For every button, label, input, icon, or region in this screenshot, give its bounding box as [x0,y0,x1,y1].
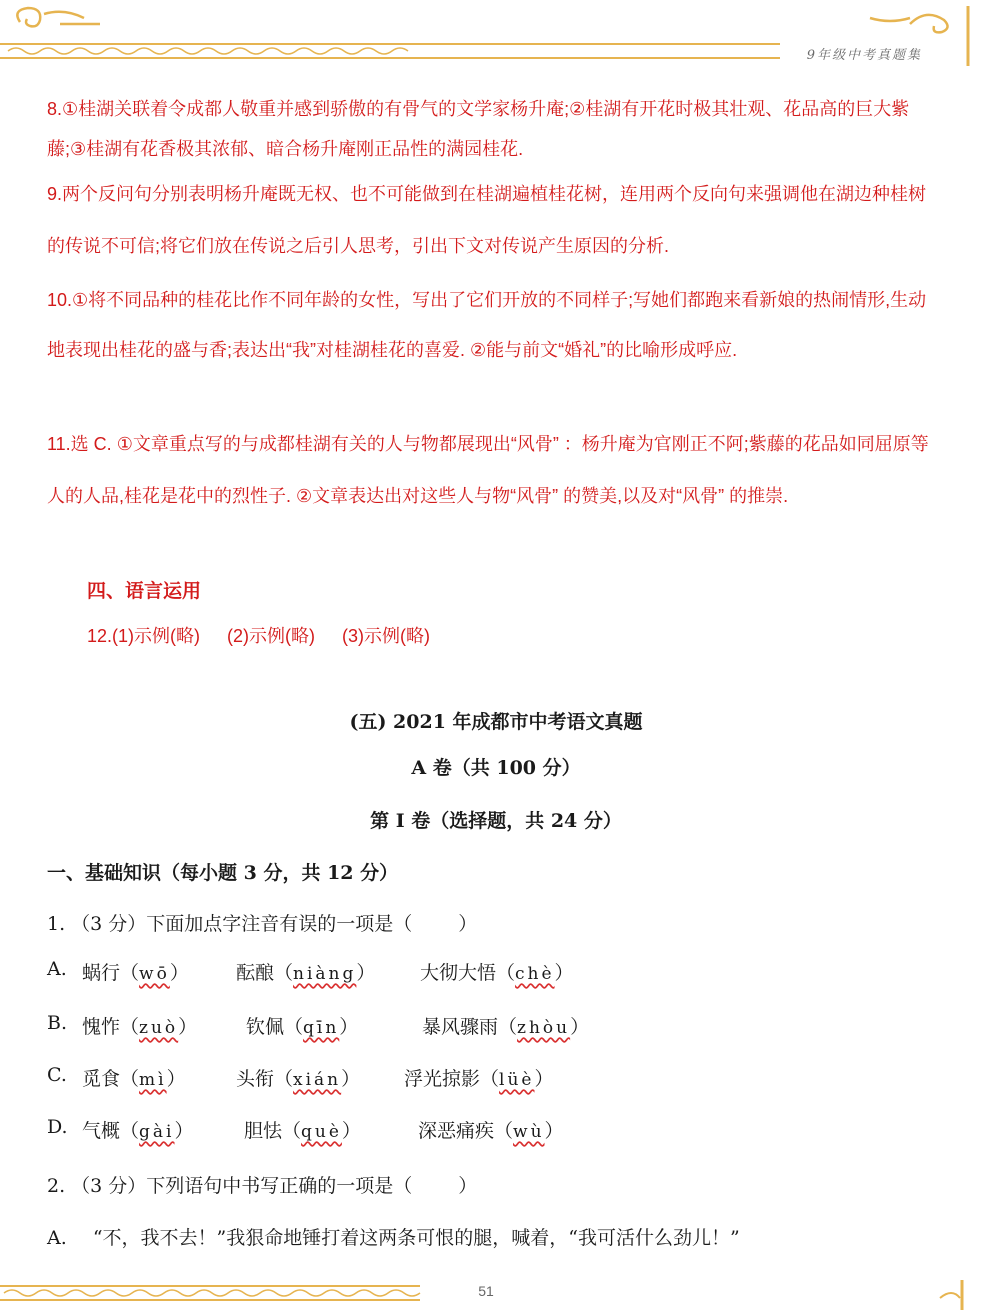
pinyin: gài [139,1122,175,1142]
header-title: 9年级中考真题集 [806,48,922,63]
pinyin: xián [293,1070,342,1090]
option-text: “不，我不去！”我狠命地锤打着这两条可恨的腿，喊着，“我可活什么劲儿！” [92,1227,740,1249]
pinyin: mì [139,1070,167,1090]
pinyin: wù [513,1122,545,1142]
option-item: 深恶痛疾（wù） [418,1120,564,1142]
question-2-stem: 2. （3 分）下列语句中书写正确的一项是（ [47,1175,413,1197]
pinyin: zhòu [517,1018,571,1038]
page-number: 51 [478,1283,494,1299]
answer-11: 11.选 C. ①文章重点写的与成都桂湖有关的人与物都展现出“风骨” ：杨升庵为官刚正不阿;紫藤的花品如同屈原等人的人品,桂花是花中的烈性子. ②文章表达出对这些人与物“风骨” 的赞美,以及对“风骨” 的推崇. [47,434,929,506]
answer-10: 10.①将不同品种的桂花比作不同年龄的女性，写出了它们开放的不同样子;写她们都跑来看新娘的热闹情形,生动地表现出桂花的盛与香;表达出“我”对桂湖桂花的喜爱. ②能与前文“婚礼”的比喻形成呼应. [47,290,927,360]
pinyin: zuò [139,1018,179,1038]
question-2-option-a [47,1223,740,1250]
pinyin: qīn [303,1018,340,1038]
pinyin: niàng [293,964,357,984]
answer-9: 9.两个反问句分别表明杨升庵既无权、也不可能做到在桂湖遍植桂花树，连用两个反向句来强调他在湖边种桂树的传说不可信;将它们放在传说之后引人思考，引出下文对传说产生原因的分析. [47,184,927,256]
question-2-close: ） [458,1175,478,1197]
answer-12 [87,622,452,648]
section-heading-language-use: 四、语言运用 [87,581,202,602]
exam-part: 第 I 卷（选择题，共 24 分） [370,810,622,832]
pinyin: wō [139,964,170,984]
option-item: 头衔（xián） [236,1068,361,1090]
section-basic-knowledge: 一、基础知识（每小题 3 分，共 12 分） [47,862,399,884]
header-ornament [0,0,992,80]
option-item: 觅食（mì） [82,1068,186,1090]
exam-volume: A 卷（共 100 分） [411,757,581,779]
answer-12-part-3: (3)示例(略) [342,626,431,646]
option-item: 浮光掠影（lüè） [404,1068,554,1090]
option-item: 愧怍（zuò） [82,1016,198,1038]
option-item: 大彻大悟（chè） [420,962,574,984]
answer-8: 8.①桂湖关联着令成都人敬重并感到骄傲的有骨气的文学家杨升庵;②桂湖有开花时极其壮观、花品高的巨大紫藤;③桂湖有花香极其浓郁、暗合杨升庵刚正品性的满园桂花. [47,99,910,159]
option-item: 胆怯（què） [244,1120,361,1142]
option-letter: B. [47,1012,68,1034]
option-item: 气概（gài） [82,1120,194,1142]
question-1 [47,909,477,936]
option-letter: A. [47,1227,67,1249]
pinyin: lüè [499,1070,535,1090]
exam-title: (五) 2021 年成都市中考语文真题 [349,711,643,733]
option-letter: A. [47,958,67,980]
option-item: 暴风骤雨（zhòu） [422,1016,590,1038]
pinyin: chè [515,964,555,984]
option-letter: C. [47,1064,67,1086]
option-item: 酝酿（niàng） [236,962,376,984]
pinyin: què [301,1122,342,1142]
option-letter: D. [47,1116,68,1138]
answer-12-part-1: 12.(1)示例(略) [87,626,201,646]
question-2 [47,1171,477,1198]
option-item: 钦佩（qīn） [246,1016,359,1038]
answer-12-part-2: (2)示例(略) [227,626,316,646]
option-item: 蜗行（wō） [82,962,189,984]
question-1-stem: 1. （3 分）下面加点字注音有误的一项是（ [47,913,413,935]
question-1-close: ） [458,913,478,935]
